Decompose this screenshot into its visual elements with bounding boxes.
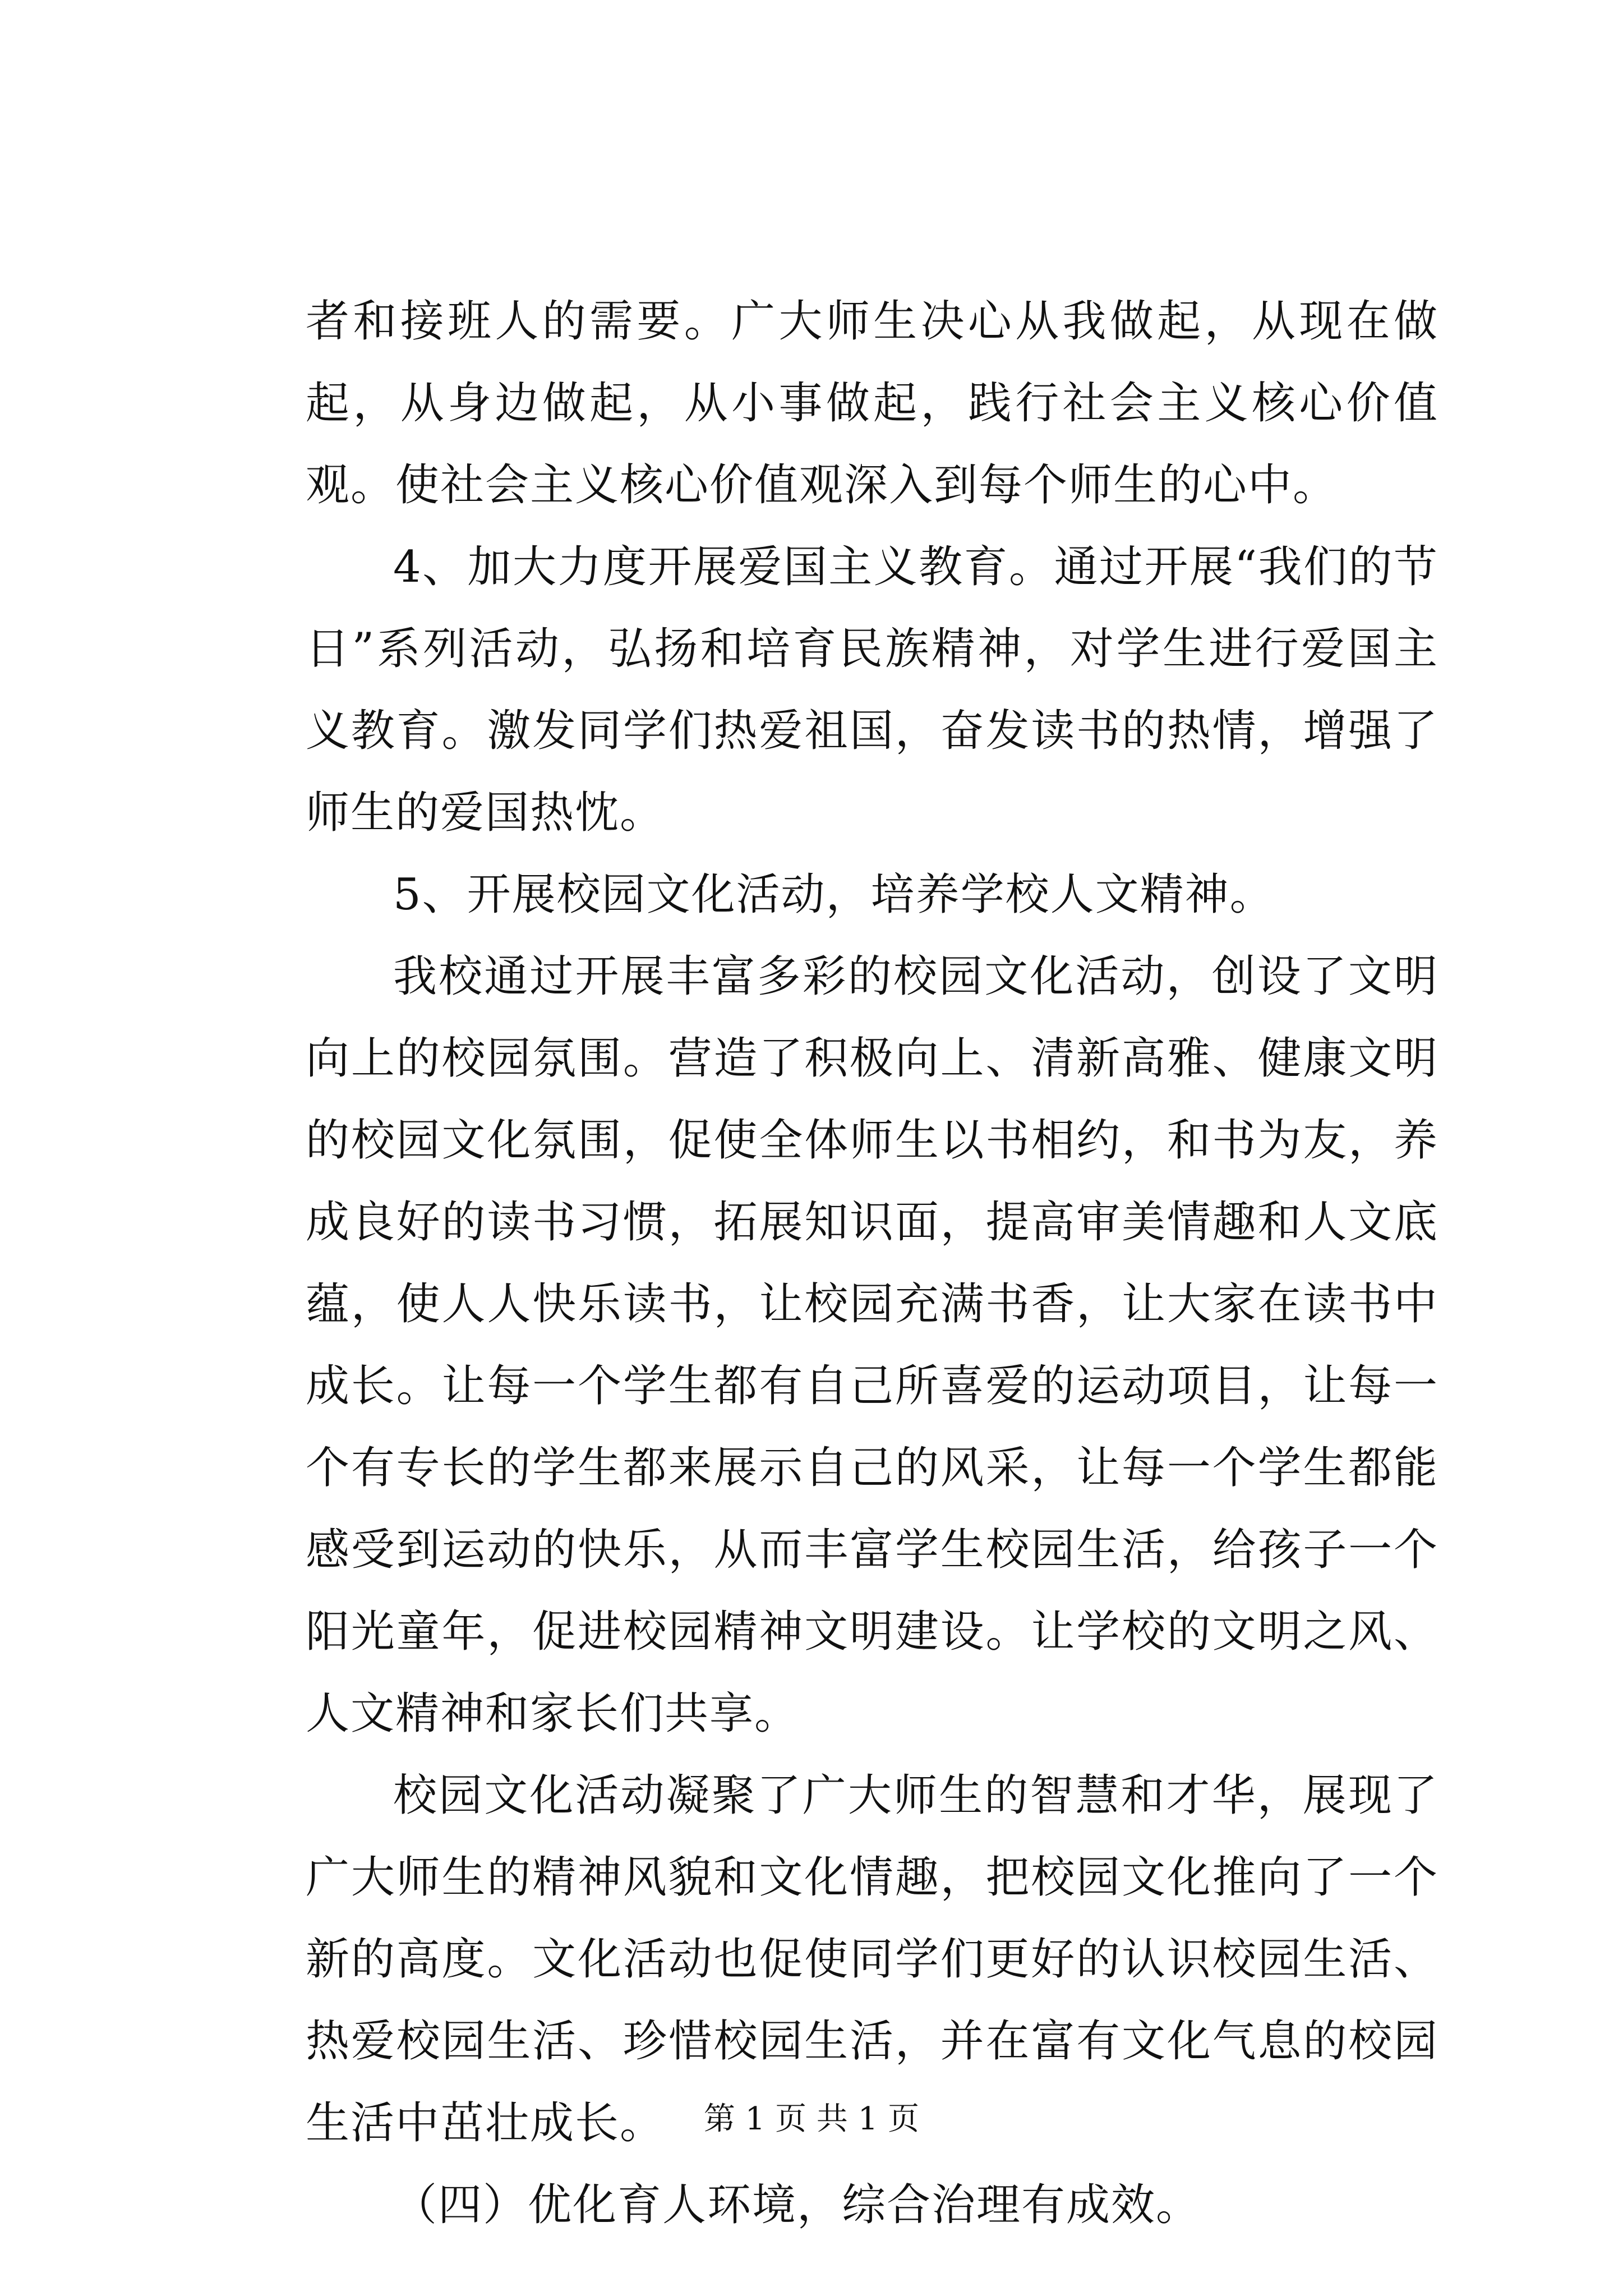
paragraph-1: 者和接班人的需要。广大师生决心从我做起，从现在做起，从身边做起，从小事做起，践行社会主义核心价值观。使社会主义核心价值观深入到每个师生的心中。 xyxy=(306,296,1438,510)
paragraph-4: 我校通过开展丰富多彩的校园文化活动，创设了文明向上的校园氛围。营造了积极向上、清新高雅、健康文明的校园文化氛围，促使全体师生以书相约，和书为友，养成良好的读书习惯，拓展知识面，提高审美情趣和人文底蕴，使人人快乐读书，让校园充满书香，让大家在读书中成长。让每一个学生都有自己所喜爱的运动项目，让每一个有专长的学生都来展示自己的风采，让每一个学生都能感受到运动的快乐，从而丰富学生校园生活，给孩子一个阳光童年，促进校园精神文明建设。让学校的文明之风、人文精神和家长们共享。 xyxy=(306,951,1438,1739)
body-text xyxy=(306,280,1438,2246)
paragraph-3: 5、开展校园文化活动，培养学校人文精神。 xyxy=(393,869,1275,920)
paragraph-6: （四）优化育人环境，综合治理有成效。 xyxy=(393,2180,1201,2230)
paragraph-2: 4、加大力度开展爱国主义教育。通过开展“我们的节日”系列活动，弘扬和培育民族精神，对学生进行爱国主义教育。激发同学们热爱祖国，奋发读书的热情，增强了师生的爱国热忱。 xyxy=(306,542,1438,838)
paragraph-5: 校园文化活动凝聚了广大师生的智慧和才华，展现了广大师生的精神风貌和文化情趣，把校园文化推向了一个新的高度。文化活动也促使同学们更好的认识校园生活、热爱校园生活、珍惜校园生活，并在富有文化气息的校园生活中茁壮成长。 xyxy=(306,1770,1438,2148)
page-number-footer: 第 1 页 共 1 页 xyxy=(703,2101,920,2137)
